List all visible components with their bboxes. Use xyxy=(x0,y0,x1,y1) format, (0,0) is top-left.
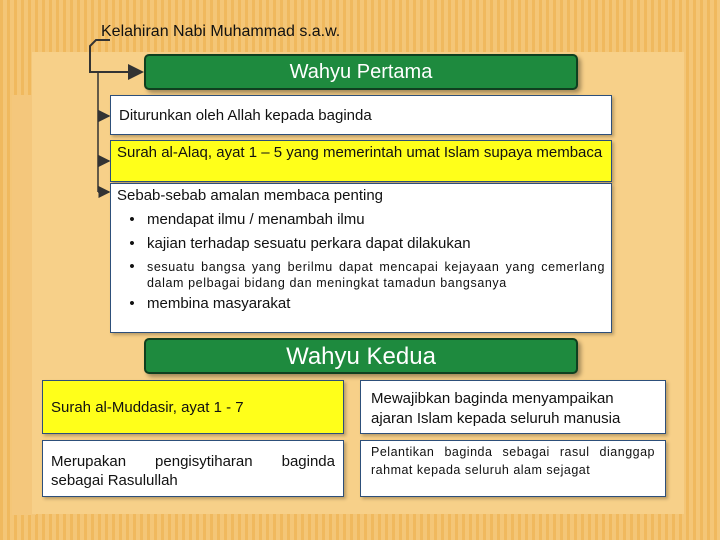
item-pelantikan-text: Pelantikan baginda sebagai rasul dianggap rahmat kepada seluruh alam sejagat xyxy=(371,445,655,477)
bullet-icon: • xyxy=(129,211,135,228)
item-surah-al-muddasir xyxy=(42,380,344,434)
item-diturunkan xyxy=(110,95,612,135)
bullet-text: kajian terhadap sesuatu perkara dapat dilakukan xyxy=(147,235,471,252)
bullet-text: sesuatu bangsa yang berilmu dapat mencapai kejayaan yang cemerlang dalam pelbagai bidang dan meningkat tamadun bangsanya xyxy=(147,260,605,290)
page-title: Kelahiran Nabi Muhammad s.a.w. xyxy=(101,23,341,40)
bullet-item xyxy=(117,292,605,316)
item-pelantikan xyxy=(360,440,666,497)
bullet-text: mendapat ilmu / menambah ilmu xyxy=(147,211,365,228)
bullet-icon: • xyxy=(129,258,135,275)
sebab-lead: Sebab-sebab amalan membaca penting xyxy=(117,187,384,204)
connector-title-to-heading xyxy=(90,40,142,72)
bullet-item xyxy=(117,259,605,291)
item-diturunkan-text: Diturunkan oleh Allah kepada baginda xyxy=(119,107,372,124)
bullet-text: membina masyarakat xyxy=(147,295,291,312)
item-sebab-membaca xyxy=(110,183,612,333)
item-mewajibkan-text: Mewajibkan baginda menyampaikan ajaran Islam kepada seluruh manusia xyxy=(371,390,621,427)
item-pengisytiharan-text: Merupakan pengisytiharan baginda sebagai Rasulullah xyxy=(51,453,335,489)
heading-wahyu-kedua: Wahyu Kedua xyxy=(144,338,578,374)
bullet-icon: • xyxy=(129,235,135,252)
bullet-item xyxy=(117,232,605,256)
bullet-icon: • xyxy=(129,295,135,312)
item-pengisytiharan xyxy=(42,440,344,497)
item-surah-al-alaq-text: Surah al-Alaq, ayat 1 – 5 yang memerintah umat Islam supaya membaca xyxy=(117,144,603,161)
item-mewajibkan xyxy=(360,380,666,434)
heading-wahyu-pertama: Wahyu Pertama xyxy=(144,54,578,90)
bullet-item xyxy=(117,208,605,232)
item-surah-al-muddasir-text: Surah al-Muddasir, ayat 1 - 7 xyxy=(51,399,244,416)
item-surah-al-alaq xyxy=(110,140,612,182)
